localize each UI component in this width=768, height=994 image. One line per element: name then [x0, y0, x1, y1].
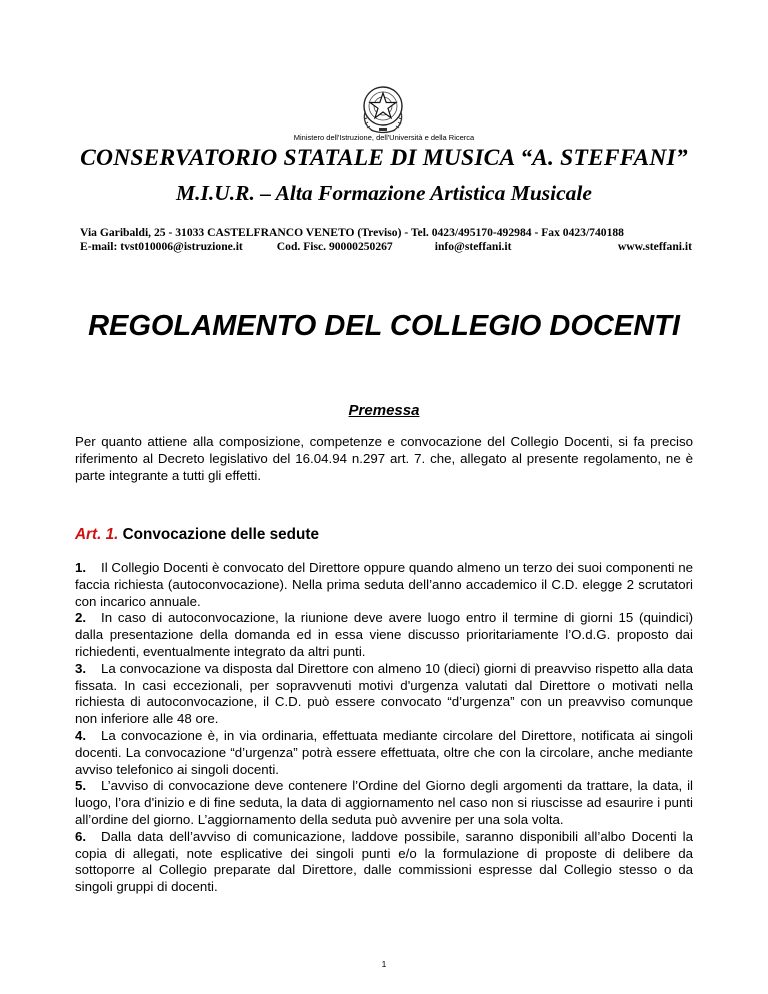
premessa-text: Per quanto attiene alla composizione, competenze e convocazione del Collegio Docenti, si fa preciso riferimento al Decreto legislativo del 16.04.94 n.297 art. 7. che, allegato al presente regolamento, ne è parte integrante a tutti gli effetti. — [75, 434, 693, 483]
address-line: Via Garibaldi, 25 - 31033 CASTELFRANCO VENETO (Treviso) - Tel. 0423/495170-492984 - Fax 0423/740188 — [80, 226, 624, 239]
article-1-title: Convocazione delle sedute — [122, 526, 319, 543]
info-email[interactable]: info@steffani.it — [434, 240, 512, 253]
article-paragraph: 5. L’avviso di convocazione deve contenere l’Ordine del Giorno degli argomenti da trattare, la data, il luogo, l’ora d'inizio e di fine seduta, la data di aggiornamento nel caso non si riuscisse ad esaurire i punti all’ordine del giorno. L’aggiornamento della seduta può avvenire per una sola volta. — [75, 778, 693, 827]
article-paragraph: 2. In caso di autoconvocazione, la riunione deve avere luogo entro il termine di giorni 15 (quindici) dalla presentazione della domanda ed in essa viene discusso prioritariamente l’O.d.G. proposto dai richiedenti, eventualmente integrato da altri punti. — [75, 610, 693, 659]
contact-line — [80, 240, 692, 253]
premessa-heading: Premessa — [348, 402, 420, 419]
tax-code: Cod. Fisc. 90000250267 — [276, 240, 393, 253]
institution-subtitle: M.I.U.R. – Alta Formazione Artistica Musicale — [176, 181, 592, 205]
ministry-name: Ministero dell'Istruzione, dell'Università e della Ricerca — [293, 133, 475, 142]
website-link[interactable]: www.steffani.it — [617, 240, 692, 253]
page-number: 1 — [381, 959, 387, 969]
article-paragraph: 4. La convocazione è, in via ordinaria, effettuata mediante circolare del Direttore, notificata ai singoli docenti. La convocazione “d’urgenza” potrà essere effettuata, oltre che con la circolare, anche mediante avviso telefonico ai singoli docenti. — [75, 727, 693, 777]
article-1-heading — [75, 526, 319, 544]
article-paragraph: 3. La convocazione va disposta dal Direttore con almeno 10 (dieci) giorni di preavviso rispetto alla data fissata. In casi eccezionali, per sopravvenuti motivi d'urgenza valutati dal Direttore o motivati nella richiesta di autoconvocazione, il C.D. può essere convocato “d’urgenza” con un preavviso comunque non inferiore alle 48 ore. — [75, 660, 693, 727]
article-1-body — [75, 560, 693, 896]
email-address[interactable]: E-mail: tvst010006@istruzione.it — [80, 240, 243, 253]
institution-name: CONSERVATORIO STATALE DI MUSICA “A. STEFFANI” — [80, 145, 688, 171]
document-title: REGOLAMENTO DEL COLLEGIO DOCENTI — [88, 310, 680, 342]
article-1-number: Art. 1. — [75, 526, 119, 543]
italian-republic-emblem-icon — [358, 82, 408, 136]
article-paragraph: 6. Dalla data dell’avviso di comunicazione, laddove possibile, saranno disponibili all’albo Docenti la copia di allegati, note esplicative dei singoli punti e/o la formulazione di proposte di delibere da sottoporre al Collegio preparate dal Direttore, dalle commissioni espresse dal Collegio stesso o da singoli gruppi di docenti. — [75, 828, 693, 895]
article-paragraph: 1. Il Collegio Docenti è convocato del Direttore oppure quando almeno un terzo dei suoi componenti ne faccia richiesta (autoconvocazione). Nella prima seduta dell’anno accademico il C.D. elegge 2 scrutatori con incarico annuale. — [75, 560, 693, 609]
